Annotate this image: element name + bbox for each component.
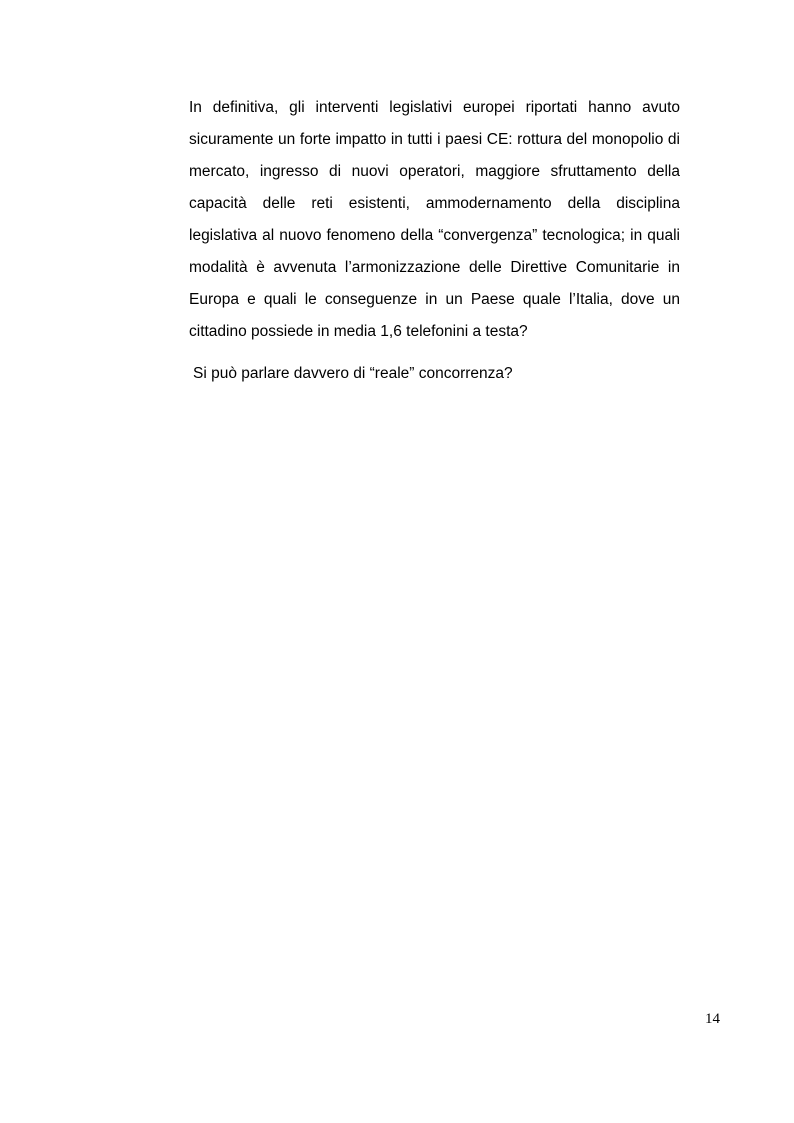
page-number: 14 [705,1011,720,1027]
body-text [189,92,680,390]
paragraph-harmonization: In definitiva, gli interventi legislativi europei riportati hanno avuto sicuramente un forte impatto in tutti i paesi CE: rottura del monopolio di mercato, ingresso di nuovi operatori, maggiore sfruttamento della capacità delle reti esistenti, ammodernamento della disciplina legislativa al nuovo fenomeno della “convergenza” tecnologica; in quali modalità è avvenuta l’armonizzazione delle Direttive Comunitarie in Europa e quali le conseguenze in un Paese quale l’Italia, dove un cittadino possiede in media 1,6 telefonini a testa? [189,99,680,340]
paragraph-competition-question: Si può parlare davvero di “reale” concorrenza? [193,365,513,382]
